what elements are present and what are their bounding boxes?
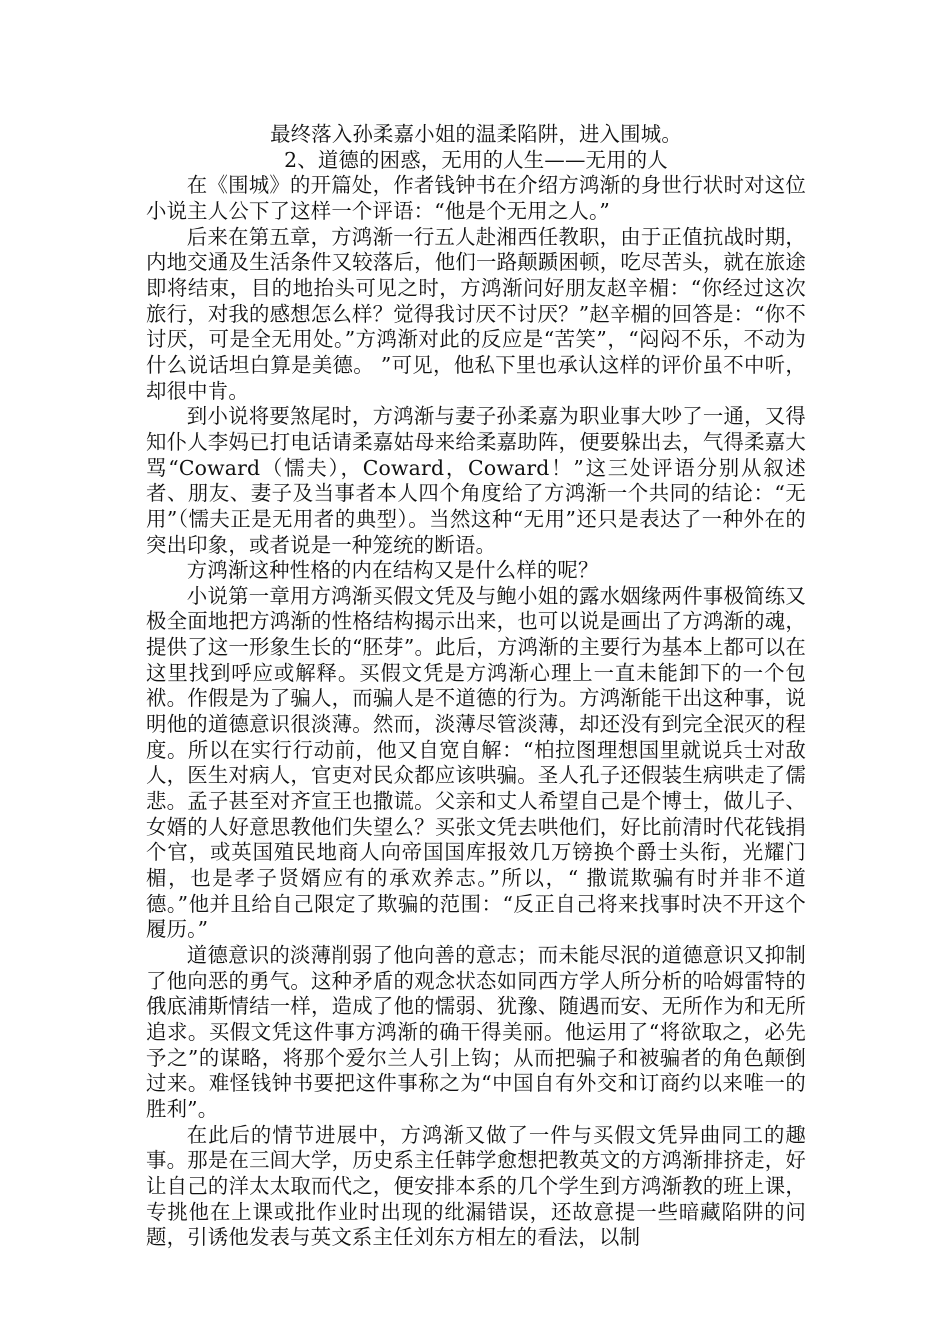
paragraph-5: 小说第一章用方鸿渐买假文凭及与鲍小姐的露水姻缘两件事极简练又极全面地把方鸿渐的性格结构揭示出来，也可以说是画出了方鸿渐的魂，提供了这一形象生长的“胚芽”。此后，方鸿渐的主要行为基本上都可以在这里找到呼应或解释。买假文凭是方鸿渐心理上一直未能卸下的一个包袱。作假是为了骗人，而骗人是不道德的行为。方鸿渐能干出这种事，说明他的道德意识很淡薄。然而，淡薄尽管淡薄，却还没有到完全泯灭的程度。所以在实行行动前，他又自宽自解：“柏拉图理想国里就说兵士对敌人，医生对病人，官吏对民众都应该哄骗。圣人孔子还假装生病哄走了儒悲。孟子甚至对齐宣王也撒谎。父亲和丈人希望自己是个博士，做儿子、女婿的人好意思教他们失望么？买张文凭去哄他们，好比前清时代花钱捐个官，或英国殖民地商人向帝国国库报效几万镑换个爵士头衔，光耀门楣，也是孝子贤婿应有的承欢养志。”所以，“ 撒谎欺骗有时并非不道德。”他并且给自己限定了欺骗的范围：“反正自己将来找事时决不开这个履历。” (146, 583, 806, 942)
paragraph-7: 在此后的情节进展中，方鸿渐又做了一件与买假文凭异曲同工的趣事。那是在三闾大学，历史系主任韩学愈想把教英文的方鸿渐排挤走，好让自己的洋太太取而代之，便安排本系的几个学生到方鸿渐教的班上课，专挑他在上课或批作业时出现的纰漏错误，还故意提一些暗藏陷阱的问题，引诱他发表与英文系主任刘东方相左的看法，以制 (146, 1122, 806, 1250)
section-heading: 2、道德的困惑，无用的人生——无用的人 (284, 147, 668, 172)
paragraph-6: 道德意识的淡薄削弱了他向善的意志；而未能尽泯的道德意识又抑制了他向恶的勇气。这种矛盾的观念状态如同西方学人所分析的哈姆雷特的俄底浦斯情结一样，造成了他的懦弱、犹豫、随遇而安、无所作为和无所追求。买假文凭这件事方鸿渐的确干得美丽。他运用了“将欲取之，必先予之”的谋略，将那个爱尔兰人引上钩；从而把骗子和被骗者的角色颠倒过来。难怪钱钟书要把这件事称之为“中国自有外交和订商约以来唯一的胜利”。 (146, 943, 806, 1121)
intro-line: 最终落入孙柔嘉小姐的温柔陷阱，进入围城。 (270, 122, 682, 146)
paragraph-4: 方鸿渐这种性格的内在结构又是什么样的呢？ (186, 558, 599, 583)
paragraph-1: 在《围城》的开篇处，作者钱钟书在介绍方鸿渐的身世行状时对这位小说主人公下了这样一个评语：“他是个无用之人。” (146, 173, 806, 223)
paragraph-2: 后来在第五章，方鸿渐一行五人赴湘西任教职，由于正值抗战时期，内地交通及生活条件又较落后，他们一路颠踬困顿，吃尽苦头，就在旅途即将结束，目的地抬头可见之时，方鸿渐问好朋友赵辛楣：“你经过这次旅行，对我的感想怎么样？觉得我讨厌不讨厌？”赵辛楣的回答是：“你不讨厌，可是全无用处。”方鸿渐对此的反应是“苦笑”，“闷闷不乐，不动为什么说话坦白算是美德。 ”可见，他私下里也承认这样的评价虽不中听，却很中肯。 (146, 224, 806, 403)
document-page (146, 122, 806, 1251)
paragraph-3: 到小说将要煞尾时，方鸿渐与妻子孙柔嘉为职业事大吵了一通，又得知仆人李妈已打电话请柔嘉姑母来给柔嘉助阵，便要躲出去，气得柔嘉大骂“Coward（懦夫），Coward，Coward！”这三处评语分别从叙述者、朋友、妻子及当事者本人四个角度给了方鸿渐一个共同的结论：“无用”（懦夫正是无用者的典型）。当然这种“无用”还只是表达了一种外在的突出印象，或者说是一种笼统的断语。 (146, 404, 806, 557)
